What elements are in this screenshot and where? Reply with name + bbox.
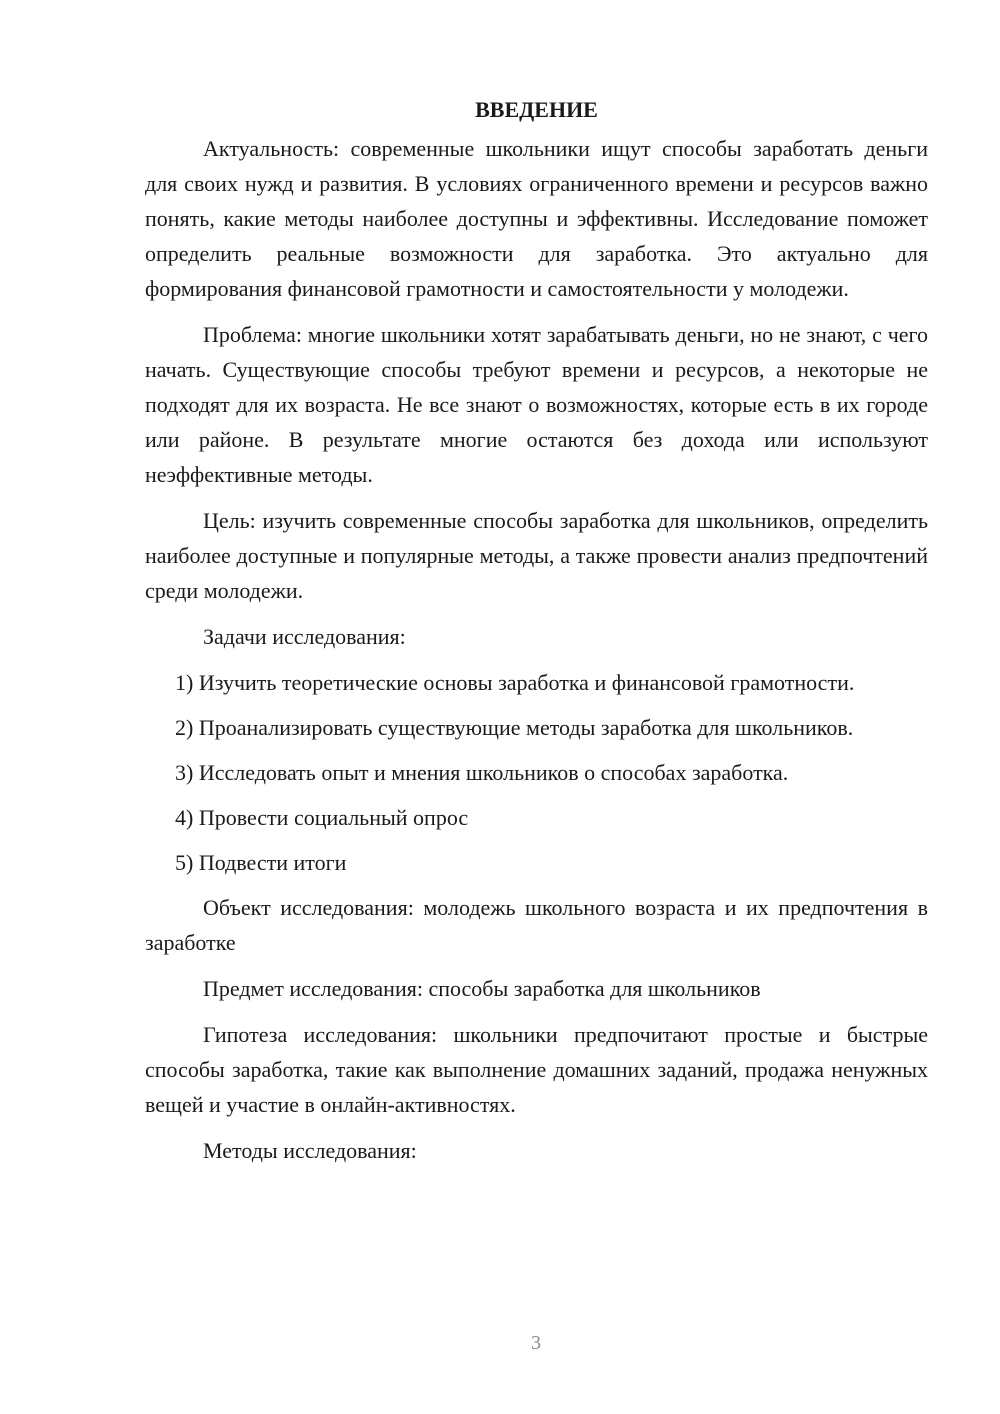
methods-heading: Методы исследования:	[203, 1138, 417, 1163]
task-item-1: 1) Изучить теоретические основы заработка и финансовой грамотности.	[175, 670, 855, 695]
task-item-5: 5) Подвести итоги	[175, 850, 347, 875]
subject-paragraph: Предмет исследования: способы заработка для школьников	[203, 976, 761, 1001]
page-title: ВВЕДЕНИЕ	[475, 97, 598, 122]
task-item-4: 4) Провести социальный опрос	[175, 805, 469, 830]
problem-paragraph: Проблема: многие школьники хотят зарабатывать деньги, но не знают, с чего начать. Существующие способы требуют времени и ресурсов, а некоторые не подходят для их возраста. Не все знают о возможностях, которые есть в их городе или районе. В результате многие остаются без дохода или используют неэффективные методы.	[145, 322, 928, 487]
object-paragraph: Объект исследования: молодежь школьного возраста и их предпочтения в заработке	[145, 895, 928, 955]
goal-paragraph: Цель: изучить современные способы заработка для школьников, определить наиболее доступные и популярные методы, а также провести анализ предпочтений среди молодежи.	[145, 508, 928, 603]
tasks-heading: Задачи исследования:	[203, 624, 406, 649]
hypothesis-paragraph: Гипотеза исследования: школьники предпочитают простые и быстрые способы заработка, такие как выполнение домашних заданий, продажа ненужных вещей и участие в онлайн-активностях.	[145, 1022, 928, 1117]
task-item-3: 3) Исследовать опыт и мнения школьников о способах заработка.	[175, 760, 789, 785]
relevance-paragraph: Актуальность: современные школьники ищут способы заработать деньги для своих нужд и развития. В условиях ограниченного времени и ресурсов важно понять, какие методы наиболее доступны и эффективны. Исследование поможет определить реальные возможности для заработка. Это актуально для формирования финансовой грамотности и самостоятельности у молодежи.	[145, 136, 928, 301]
page-number: 3	[531, 1332, 541, 1354]
document-page	[145, 92, 928, 1179]
task-item-2: 2) Проанализировать существующие методы заработка для школьников.	[175, 715, 854, 740]
